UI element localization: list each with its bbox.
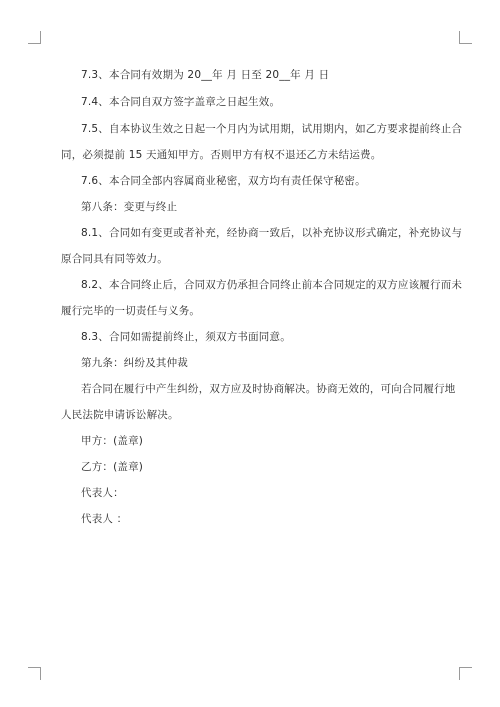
section-8-heading: 第八条：变更与终止 [81, 201, 178, 213]
clause-8-3: 8.3、合同如需提前终止，须双方书面同意。 [81, 331, 291, 343]
party-a-seal: 甲方：(盖章) [81, 435, 144, 447]
section-9-text-line-1: 若合同在履行中产生纠纷，双方应及时协商解决。协商无效的，可向合同履行地 [81, 383, 456, 395]
party-b-seal: 乙方：(盖章) [81, 461, 144, 473]
clause-7-4: 7.4、本合同自双方签字盖章之日起生效。 [81, 96, 281, 108]
crop-mark-bottom-left [28, 667, 41, 680]
clause-8-1-line-2: 原合同具有同等效力。 [61, 253, 168, 265]
clause-8-2-line-2: 履行完毕的一切责任与义务。 [61, 305, 201, 317]
clause-7-3: 7.3、本合同有效期为 20__年 月 日至 20__年 月 日 [81, 69, 330, 81]
crop-mark-top-left [28, 31, 41, 44]
representative-1: 代表人： [81, 487, 124, 499]
crop-mark-bottom-right [459, 667, 472, 680]
crop-mark-top-right [459, 31, 472, 44]
section-9-heading: 第九条：纠纷及其仲裁 [81, 357, 188, 369]
clause-7-5-line-1: 7.5、自本协议生效之日起一个月内为试用期，试用期内，如乙方要求提前终止合 [81, 123, 463, 135]
clause-7-6: 7.6、本合同全部内容属商业秘密，双方均有责任保守秘密。 [81, 175, 366, 187]
section-9-text-line-2: 人民法院申请诉讼解决。 [61, 409, 179, 421]
clause-8-1-line-1: 8.1、合同如有变更或者补充，经协商一致后，以补充协议形式确定，补充协议与 [81, 227, 463, 239]
clause-7-5-line-2: 同，必须提前 15 天通知甲方。否则甲方有权不退还乙方未结运费。 [61, 149, 382, 161]
clause-8-2-line-1: 8.2、本合同终止后，合同双方仍承担合同终止前本合同规定的双方应该履行而未 [81, 279, 463, 291]
representative-2: 代表人 ： [81, 513, 128, 525]
